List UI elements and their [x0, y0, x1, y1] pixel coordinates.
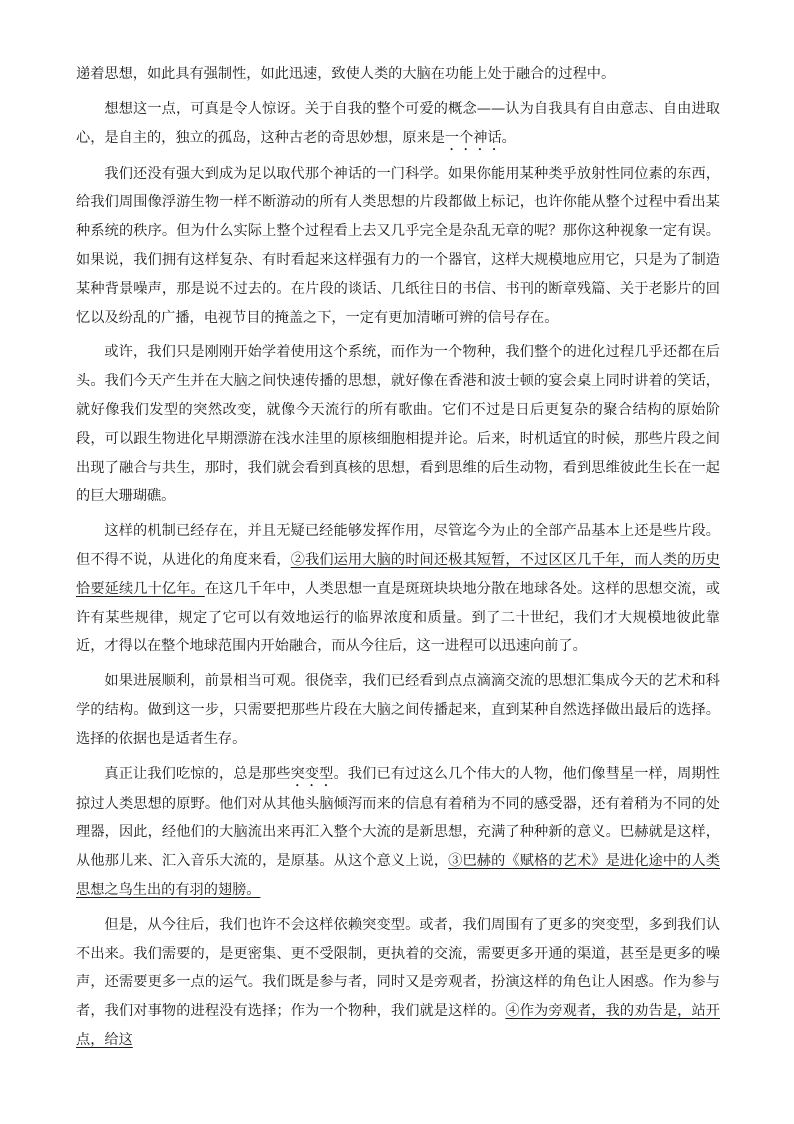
text-run: 真正让我们吃惊的，总是那些 — [104, 765, 291, 782]
text-run: 递着思想，如此具有强制性，如此迅速，致使人类的大脑在功能上处于融合的过程中。 — [76, 66, 616, 82]
paragraph — [76, 60, 720, 89]
text-run: 想想这一点，可真是令人惊讶。关于自我的整个可爱的概念——认为自我具有自由意志、自由进取心，是自主的，独立的孤岛，这种古老的奇思妙想，原来是 — [76, 100, 720, 146]
paragraph — [76, 160, 720, 333]
paragraph — [76, 517, 720, 661]
paragraph — [76, 760, 720, 905]
paragraph — [76, 667, 720, 753]
underlined-sentence: ④作为旁观者，我的劝告是，站开点，给这 — [76, 1003, 720, 1048]
emphasized-phrase: 一个神话 — [444, 129, 502, 146]
text-run: 如果进展顺利，前景相当可观。很侥幸，我们已经看到点点滴滴交流的思想汇集成今天的艺术和科学的结构。做到这一步，只需要把那些片段在大脑之间传播起来，直到某种自然选择做出最后的选择。选择的依据也是适者生存。 — [76, 673, 720, 747]
text-run: 。 — [501, 129, 516, 146]
text-run: 但是，从今往后，我们也许不会这样依赖突变型。或者，我们周围有了更多的突变型，多到我们认不出来。我们需要的，是更密集、更不受限制，更执着的交流，需要更多开通的渠道，甚至是更多的噪声，还需要更多一点的运气。我们既是参与者，同时又是旁观者，扮演这样的角色让人困惑。作为参与者，我们对事物的进程没有选择；作为一个物种，我们就是这样的。 — [76, 916, 720, 1020]
underlined-sentence: ③巴赫的《赋格的艺术》是进化途中的人类思想之鸟生出的有羽的翅膀。 — [76, 853, 720, 898]
text-run: 我们还没有强大到成为足以取代那个神话的一门科学。如果你能用某种类乎放射性同位素的东西，给我们周围像浮游生物一样不断游动的所有人类思想的片段都做上标记，也许你能从整个过程中看出某种系统的秩序。但为什么实际上整个过程看上去又几乎完全是杂乱无章的呢？那你这种视象一定有误。如果说，我们拥有这样复杂、有时看起来这样强有力的一个器官，这样大规模地应用它，只是为了制造某种背景噪声，那是说不过去的。在片段的谈话、几纸往日的书信、书刊的断章残篇、关于老影片的回忆以及纷乱的广播，电视节目的掩盖之下，一定有更加清晰可辨的信号存在。 — [76, 165, 720, 326]
paragraph — [76, 911, 720, 1055]
document-page — [76, 60, 720, 1061]
text-run: 。我们已有过这么几个伟大的人物，他们像彗星一样，周期性掠过人类思想的原野。他们对从其他头脑倾泻而来的信息有着稍为不同的感受器，还有着稍为不同的处理器，因此，经他们的大脑流出来再汇入整个大流的是新思想，充满了种种新的意义。巴赫就是这样，从他那儿来、汇入音乐大流的，是原基。从这个意义上说， — [76, 765, 720, 870]
text-run: 这样的机制已经存在，并且无疑已经能够发挥作用，尽管迄今为止的全部产品基本上还是些片段。但不得不说，从进化的角度来看， — [76, 523, 720, 568]
paragraph — [76, 338, 720, 511]
underlined-sentence: ②我们运用大脑的时间还极其短暂，不过区区几千年，而人类的历史恰要延续几十亿年。 — [76, 551, 720, 597]
text-run: 在这几千年中，人类思想一直是斑斑块块地分散在地球各处。这样的思想交流，或许有某些规律，规定了它可以有效地运行的临界浓度和质量。到了二十世纪，我们才大规模地彼此靠近，才得以在整个地球范围内开始融合，而从今往后，这一进程可以迅速向前了。 — [76, 580, 720, 655]
emphasized-phrase: 突变型 — [290, 765, 334, 782]
paragraph — [76, 95, 720, 154]
text-run: 或许，我们只是刚刚开始学着使用这个系统，而作为一个物种，我们整个的进化过程几乎还都在后头。我们今天产生并在大脑之间快速传播的思想，就好像在香港和波士顿的宴会桌上同时讲着的笑话，就好像我们发型的突然改变，就像今天流行的所有歌曲。它们不过是日后更复杂的聚合结构的原始阶段，可以跟生物进化早期漂游在浅水洼里的原核细胞相提并论。后来，时机适宜的时候，那些片段之间出现了融合与共生，那时，我们就会看到真核的思想，看到思维的后生动物，看到思维彼此生长在一起的巨大珊瑚礁。 — [76, 344, 720, 505]
